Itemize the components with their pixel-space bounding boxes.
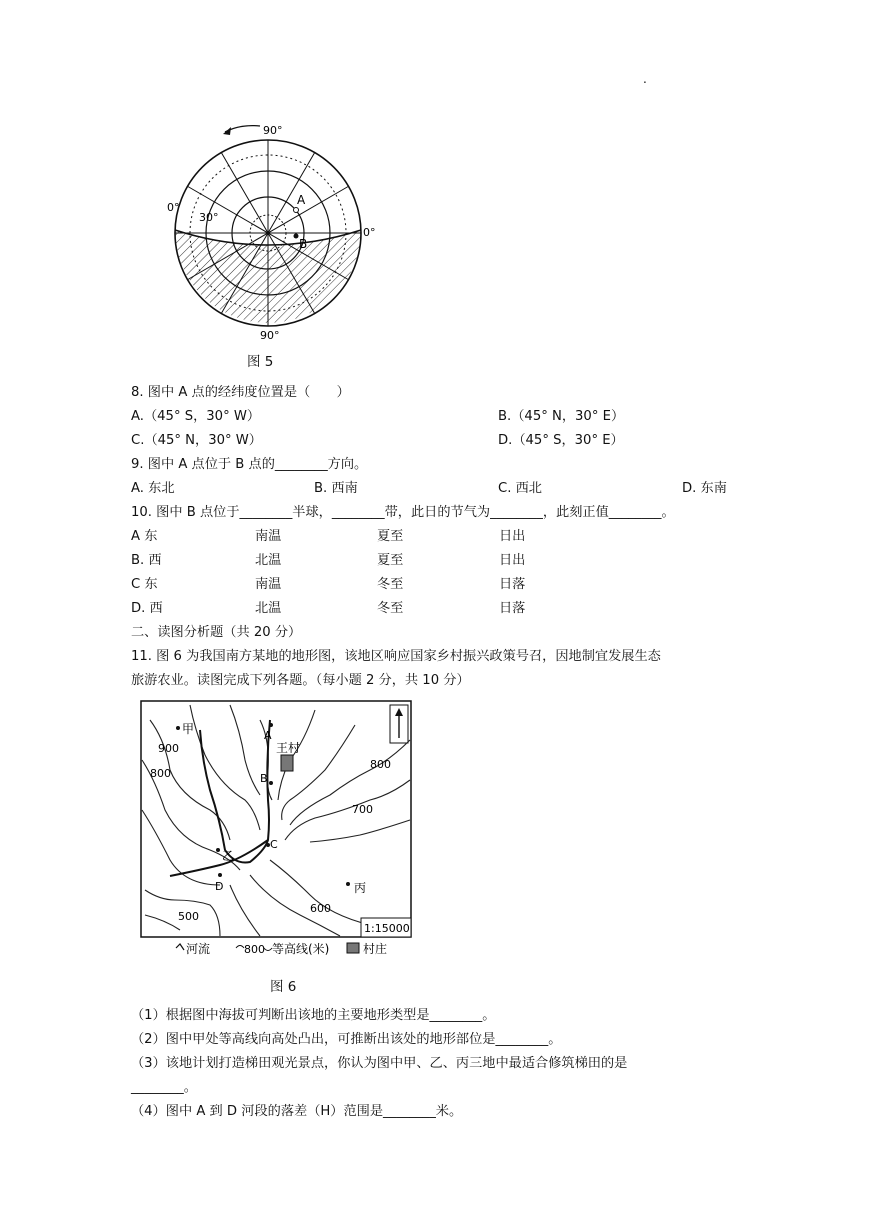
q11-stem-line2: 旅游农业。读图完成下列各题。（每小题 2 分，共 10 分） — [131, 673, 470, 688]
section-2-heading: 二、读图分析题（共 20 分） — [131, 625, 302, 640]
q10-r2-c2: 北温 — [255, 553, 282, 568]
contour-800-right: 800 — [370, 758, 391, 771]
figure-5-caption: 图 5 — [247, 354, 274, 370]
q8-option-c: C.（45° N，30° W） — [131, 433, 262, 448]
q11-sub-3: （3）该地计划打造梯田观光景点，你认为图中甲、乙、丙三地中最适合修筑梯田的是 — [131, 1056, 628, 1071]
q10-r4-c4: 日落 — [499, 601, 526, 616]
figure-6-caption: 图 6 — [270, 979, 297, 995]
q8-option-d: D.（45° S，30° E） — [498, 433, 624, 448]
contour-500: 500 — [178, 910, 199, 923]
q10-stem: 10. 图中 B 点位于________半球，________带，此日的节气为________，此刻正值________。 — [131, 505, 675, 520]
figure-6-contour-map — [140, 700, 420, 962]
q11-sub-3-blank: ________。 — [131, 1080, 197, 1095]
label-d: D — [215, 880, 224, 893]
q9-option-b: B. 西南 — [314, 481, 358, 496]
label-c: C — [270, 838, 278, 851]
q10-r3-c4: 日落 — [499, 577, 526, 592]
label-a: A — [264, 729, 272, 742]
label-0-left: 0° — [167, 201, 180, 214]
label-bing: 丙 — [354, 881, 367, 895]
contour-700: 700 — [352, 803, 373, 816]
q9-option-d: D. 东南 — [682, 481, 727, 496]
q10-r2-c4: 日出 — [499, 553, 526, 568]
label-90-bottom: 90° — [260, 329, 280, 342]
q10-r4-c1: D. 西 — [131, 601, 163, 616]
q9-option-a: A. 东北 — [131, 481, 175, 496]
q10-r2-c3: 夏至 — [377, 553, 404, 568]
legend-village: 村庄 — [363, 942, 388, 956]
q10-r1-c3: 夏至 — [377, 529, 404, 544]
corner-dot: . — [643, 72, 647, 86]
label-jia: 甲 — [182, 722, 195, 736]
label-yi: 乙 — [222, 849, 235, 863]
q10-r3-c3: 冬至 — [377, 577, 404, 592]
legend-contour-value: 800 — [244, 943, 265, 956]
q9-option-c: C. 西北 — [498, 481, 542, 496]
legend-contour: 等高线(米) — [272, 942, 330, 956]
contour-900: 900 — [158, 742, 179, 755]
q11-sub-1: （1）根据图中海拔可判断出该地的主要地形类型是________。 — [131, 1008, 496, 1023]
q11-sub-4: （4）图中 A 到 D 河段的落差（H）范围是________米。 — [131, 1104, 463, 1119]
q10-r3-c2: 南温 — [255, 577, 282, 592]
label-0-right: 0° — [363, 226, 376, 239]
legend-river: 河流 — [186, 942, 211, 956]
q11-sub-2: （2）图中甲处等高线向高处凸出，可推断出该处的地形部位是________。 — [131, 1032, 562, 1047]
q9-stem: 9. 图中 A 点位于 B 点的________方向。 — [131, 457, 368, 472]
label-point-a: A — [297, 193, 306, 207]
q8-option-a: A.（45° S，30° W） — [131, 409, 261, 424]
contour-800-left: 800 — [150, 767, 171, 780]
label-b: B — [260, 772, 268, 785]
q10-r1-c2: 南温 — [255, 529, 282, 544]
q10-r3-c1: C 东 — [131, 577, 158, 592]
q10-r2-c1: B. 西 — [131, 553, 162, 568]
q10-r1-c1: A 东 — [131, 529, 158, 544]
q11-stem-line1: 11. 图 6 为我国南方某地的地形图，该地区响应国家乡村振兴政策号召，因地制宜发展生态 — [131, 649, 661, 664]
label-30: 30° — [199, 211, 219, 224]
label-point-b: B — [299, 237, 308, 251]
q10-r4-c2: 北温 — [255, 601, 282, 616]
q8-option-b: B.（45° N，30° E） — [498, 409, 625, 424]
contour-600: 600 — [310, 902, 331, 915]
label-village: 王村 — [276, 741, 301, 755]
q10-r4-c3: 冬至 — [377, 601, 404, 616]
q10-r1-c4: 日出 — [499, 529, 526, 544]
label-90-top: 90° — [263, 124, 283, 137]
scale-label: 1:15000 — [364, 922, 410, 935]
figure-5-polar-map — [165, 118, 390, 348]
q8-stem: 8. 图中 A 点的经纬度位置是（ ） — [131, 385, 350, 400]
